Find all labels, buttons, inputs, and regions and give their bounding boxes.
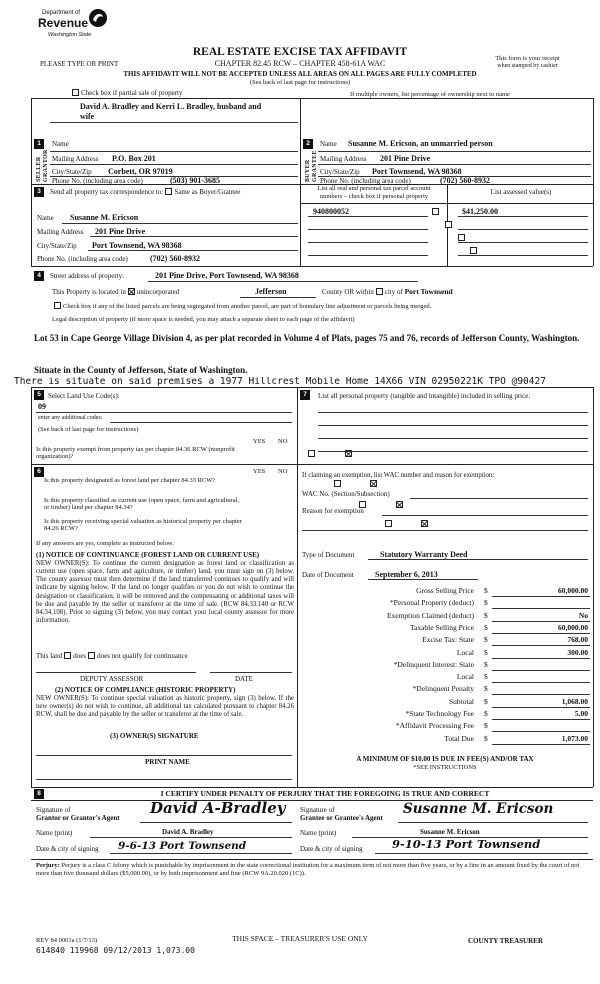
- receipt-note-1: This form is your receipt: [495, 55, 560, 62]
- forest-no-checkbox[interactable]: [370, 480, 377, 487]
- located-label: This Property is located in: [52, 288, 126, 296]
- does-qualify-checkbox[interactable]: [64, 652, 71, 659]
- form-revision: REV 84 0001a (1/7/13): [36, 937, 98, 944]
- fee-dollar-sign: $: [484, 586, 488, 595]
- fee-row: [298, 636, 592, 646]
- current-use-no-checkbox[interactable]: [396, 501, 403, 508]
- corr-mailing[interactable]: 201 Pine Drive: [95, 227, 146, 236]
- fee-dollar-sign: $: [484, 598, 488, 608]
- partial-sale-row: [70, 89, 182, 97]
- s6-no: NO: [278, 468, 288, 475]
- personal-property-label: List all personal property (tangible and intangible) included in selling price.: [318, 392, 531, 400]
- seller-mailing[interactable]: P.O. Box 201: [112, 154, 156, 163]
- continuance-row: [36, 652, 188, 660]
- parcel-personal-checkbox-2[interactable]: [445, 221, 452, 228]
- fee-underline: [492, 633, 590, 634]
- fee-dollar-sign: $: [484, 733, 488, 743]
- logo-emblem-icon: [88, 8, 108, 28]
- fee-underline: [492, 645, 590, 646]
- parcels-header-2: numbers – check box if personal property: [319, 193, 429, 200]
- segregated-note: Check box if any of the listed parcels are being segregated from another parcel, are part of boundary line adjustment or parcels being merged.: [63, 303, 432, 310]
- section-4-badge: 4: [34, 271, 44, 281]
- multiple-owners-note: If multiple owners, list percentage of ownership next to name: [350, 91, 510, 98]
- doc-type-label: Type of Document: [302, 551, 355, 559]
- grantee-date-label: Date & city of signing: [300, 845, 363, 853]
- fee-label: Excise Tax: State: [422, 635, 474, 645]
- grantor-date-label: Date & city of signing: [36, 845, 99, 853]
- fee-row: [298, 587, 592, 597]
- exempt-question: Is this property exempt from property tax per chapter 84.36 RCW (nonprofit organization)?: [36, 446, 235, 461]
- see-instructions-note: *SEE INSTRUCTIONS: [413, 764, 477, 771]
- corr-phone-label: Phone No. (including area code): [37, 255, 128, 263]
- located-row: [52, 288, 179, 296]
- fee-row: [298, 685, 592, 695]
- buyer-mailing[interactable]: 201 Pine Drive: [380, 154, 431, 163]
- notice1-body: NEW OWNER(S): To continue the current designation as forest land or classification as current use (open space, farm and agriculture, or timber) land, you must sign on (3) below. The county assessor must then determine if the land transferred continues to qualify and will indicate by signing below. If the land no longer qualifies or you do not wish to continue the designation or classification, it will be removed and the compensating or additional taxes will be due and payable by the seller or transferor at the time of sale. (RCW 84.33.140 or RCW 84.34.108). Prior to signing (3) below, you may contact your local county assessor for more information.: [36, 560, 294, 625]
- exemption-label: If claiming an exemption, list WAC number and reason for exemption:: [302, 472, 495, 479]
- fee-value[interactable]: 60,000.00: [558, 622, 588, 632]
- fee-dollar-sign: $: [484, 659, 488, 669]
- fee-underline: [492, 670, 590, 671]
- fee-label: Total Due: [444, 733, 474, 743]
- does-label: does: [73, 652, 87, 660]
- section-3-badge: 3: [34, 187, 44, 197]
- fee-label: *Affidavit Processing Fee: [395, 721, 474, 731]
- fee-dollar-sign: $: [484, 647, 488, 657]
- seller-name-label: Name: [52, 140, 69, 148]
- perjury-note: [36, 862, 591, 878]
- additional-codes-label: enter any additional codes:: [38, 415, 103, 421]
- parcel-personal-checkbox-4[interactable]: [470, 247, 477, 254]
- fee-value[interactable]: No: [578, 610, 588, 620]
- corr-city-label: City/State/Zip: [37, 242, 77, 250]
- notice2-body: NEW OWNER(S): To continue special valuation as historic property, sign (3) below. If the new owner(s) do not wish to continue, all additional tax calculated pursuant to chapter 84.26 RCW, shall be due and payable by the seller or transferor at the time of sale.: [36, 695, 294, 719]
- buyer-name-label: Name: [320, 140, 337, 148]
- doc-date-label: Date of Document: [302, 571, 354, 579]
- section-6-badge: 6: [34, 467, 44, 477]
- fee-label: Local: [456, 647, 474, 657]
- seller-name-line2[interactable]: wife: [80, 112, 95, 121]
- buyer-city-label: City/State/Zip: [320, 168, 360, 176]
- same-as-buyer-checkbox[interactable]: [165, 188, 172, 195]
- print-name-label: PRINT NAME: [145, 758, 190, 766]
- buyer-phone-label: Phone No. (including area code): [320, 177, 411, 185]
- assessor-date-label: DATE: [235, 675, 253, 683]
- correspondence-label: Send all property tax correspondence to:: [50, 188, 164, 196]
- fee-value[interactable]: 1,073.00: [561, 733, 588, 743]
- fee-dollar-sign: $: [484, 721, 488, 731]
- grantor-name-label: Name (print): [36, 829, 73, 837]
- typed-mobile-home-line[interactable]: There is situate on said premises a 1977 Hillcrest Mobile Home 14X66 VIN 02950221K TPO @90427: [14, 377, 546, 387]
- fee-label: Subtotal: [448, 696, 474, 706]
- complete-note: If any answers are yes, complete as instructed below.: [36, 540, 174, 547]
- same-as-buyer-label: Same as Buyer/Grantee: [174, 188, 241, 196]
- fee-label: *Delinquent Interest: State: [393, 659, 474, 669]
- instructions-note: (See back of last page for instructions): [249, 79, 351, 86]
- grantee-name[interactable]: Susanne M. Ericson: [420, 828, 480, 836]
- fee-dollar-sign: $: [484, 709, 488, 718]
- fee-label: Taxable Selling Price: [409, 622, 474, 632]
- does-not-label: does not qualify for continuance: [97, 652, 188, 660]
- unincorporated-label: unincorporated: [136, 288, 180, 296]
- wac-label: WAC No. (Section/Subsection): [302, 490, 390, 498]
- seller-phone[interactable]: (503) 901-3685: [170, 176, 220, 185]
- fee-label: Exemption Claimed (deduct): [386, 610, 474, 620]
- deputy-assessor-label: DEPUTY ASSESSOR: [80, 675, 144, 683]
- fee-dollar-sign: $: [484, 672, 488, 682]
- fee-underline: [492, 707, 590, 708]
- historic-yes-checkbox[interactable]: [385, 520, 392, 527]
- exempt-yes-checkbox[interactable]: [308, 450, 315, 457]
- section-5-badge: 5: [34, 390, 44, 400]
- fee-value[interactable]: 1,068.00: [561, 696, 588, 706]
- fee-label: Local: [456, 672, 474, 682]
- legal-description-1[interactable]: Lot 53 in Cape George Village Division 4, as per plat recorded in Volume 4 of Plats, pages 75 and 76, records of Jefferson County, Washington.: [34, 333, 580, 343]
- unincorporated-checkbox[interactable]: [128, 288, 135, 295]
- corr-phone[interactable]: (702) 560-8932: [150, 254, 200, 263]
- fee-underline: [492, 694, 590, 695]
- city-label: city of: [384, 288, 403, 296]
- seller-city-label: City/State/Zip: [52, 168, 92, 176]
- corr-mailing-label: Mailing Address: [37, 228, 84, 236]
- grantee-sig-label-2: Grantee or Grantee's Agent: [300, 814, 383, 822]
- buyer-phone[interactable]: (702) 560-8932: [440, 176, 490, 185]
- logo-line1: Department of: [42, 10, 81, 16]
- fee-row: [298, 673, 592, 683]
- fee-dollar-sign: $: [484, 610, 488, 620]
- section-8-badge: 8: [34, 789, 44, 799]
- fee-row: [298, 649, 592, 659]
- grantor-sig-label-2: Grantor or Grantor's Agent: [36, 814, 120, 822]
- fee-value[interactable]: 768.00: [567, 635, 588, 645]
- city-row: [322, 288, 453, 297]
- fee-row: [298, 735, 592, 745]
- s6-yes: YES: [253, 468, 266, 475]
- buyer-mailing-label: Mailing Address: [320, 155, 367, 163]
- forest-question: Is this property designated as forest land per chapter 84.33 RCW?: [44, 477, 216, 484]
- receipt-note-2: when stamped by cashier: [497, 63, 558, 69]
- legal-label: Legal description of property (if more space is needed, you may attach a separate sheet to each page of the affidavit): [52, 316, 355, 323]
- partial-sale-label: Check box if partial sale of property: [81, 89, 183, 97]
- certify-statement: I CERTIFY UNDER PENALTY OF PERJURY THAT THE FOREGOING IS TRUE AND CORRECT: [160, 789, 490, 798]
- correspondence-row: [50, 188, 240, 196]
- fee-underline: [492, 744, 590, 745]
- fee-label: *State Technology Fee: [405, 709, 474, 718]
- land-use-no: NO: [278, 438, 288, 445]
- fee-underline: [492, 621, 590, 622]
- grantor-date[interactable]: 9-6-13 Port Townsend: [118, 840, 247, 852]
- fee-underline: [492, 731, 590, 732]
- section-2-badge: 2: [303, 139, 313, 149]
- current-use-question: Is this property classified as current use (open space, farm and agricultural, or timber) land per chapter 84.34?: [44, 497, 240, 512]
- print-note: PLEASE TYPE OR PRINT: [40, 60, 119, 68]
- notice1-title: (1) NOTICE OF CONTINUANCE (FOREST LAND OR CURRENT USE): [36, 551, 260, 559]
- fee-value[interactable]: 60,000.00: [558, 586, 588, 595]
- reason-label: Reason for exemption: [302, 507, 364, 515]
- parcel-personal-checkbox-3[interactable]: [458, 234, 465, 241]
- seller-phone-label: Phone No. (including area code): [52, 177, 143, 185]
- historic-question: Is this property receiving special valuation as historical property per chapter 84.26 RCW?: [44, 518, 242, 533]
- county-treasurer: COUNTY TREASURER: [468, 937, 543, 945]
- fee-underline: [492, 682, 590, 683]
- fee-row: [298, 599, 592, 609]
- fee-row: [298, 710, 592, 720]
- fee-dollar-sign: $: [484, 622, 488, 632]
- land-use-yes: YES: [253, 438, 266, 445]
- county-name[interactable]: Jefferson: [255, 287, 287, 296]
- street-address[interactable]: 201 Pine Drive, Port Townsend, WA 98368: [155, 271, 299, 280]
- buyer-side-label: BUYER GRANTEE: [305, 150, 318, 182]
- grantee-date[interactable]: 9-10-13 Port Townsend: [392, 837, 541, 851]
- segregated-checkbox[interactable]: [54, 302, 61, 309]
- seller-city[interactable]: Corbett, OR 97019: [108, 167, 173, 176]
- street-label: Street address of property:: [50, 272, 125, 280]
- parcel-account[interactable]: 940800052: [313, 207, 349, 216]
- corr-name-label: Name: [37, 214, 54, 222]
- partial-sale-checkbox[interactable]: [72, 89, 79, 96]
- fee-label: *Personal Property (deduct): [389, 598, 474, 608]
- fee-label: *Delinquent Penalty: [412, 684, 474, 694]
- fee-underline: [492, 719, 590, 720]
- corr-name[interactable]: Susanne M. Ericson: [70, 213, 139, 222]
- grantor-name[interactable]: David A. Bradley: [162, 828, 214, 836]
- grantor-sig-label-1: Signature of: [36, 806, 71, 814]
- city-checkbox[interactable]: [376, 288, 383, 295]
- county-label: County OR within: [322, 288, 374, 296]
- minimum-note: A MINIMUM OF $10.00 IS DUE IN FEE(S) AND/OR TAX: [356, 755, 534, 763]
- section-1-badge: 1: [34, 139, 44, 149]
- grantee-name-label: Name (print): [300, 829, 337, 837]
- notice2-title: (2) NOTICE OF COMPLIANCE (HISTORIC PROPERTY): [55, 686, 236, 694]
- form-title: REAL ESTATE EXCISE TAX AFFIDAVIT: [192, 46, 408, 58]
- parcels-header-1: List all real and personal tax parcel account: [317, 185, 431, 192]
- forest-yes-checkbox[interactable]: [334, 480, 341, 487]
- buyer-name[interactable]: Susanne M. Ericson, an unmarried person: [348, 139, 493, 148]
- doc-type[interactable]: Statutory Warranty Deed: [380, 550, 468, 559]
- fee-row: [298, 661, 592, 671]
- perjury-text: Perjury is a class C felony which is punishable by imprisonment in the state correctional institution for a maximum term of not more than five years, or by a fine in an amount fixed by the court of not more than five thousand dollars ($5,000.00), or by both imprisonment and fine (RCW 9A.20.020 (1C)).: [36, 862, 580, 878]
- fee-row: [298, 612, 592, 622]
- grantor-signature[interactable]: David A-Bradley: [150, 799, 286, 817]
- logo-line3: Washington State: [48, 32, 92, 38]
- does-not-qualify-checkbox[interactable]: [88, 652, 95, 659]
- city-name[interactable]: Port Townsend: [404, 287, 453, 296]
- fee-value[interactable]: 300.00: [567, 647, 588, 657]
- fee-row: [298, 624, 592, 634]
- fee-underline: [492, 658, 590, 659]
- buyer-city[interactable]: Port Townsend, WA 98368: [372, 167, 462, 176]
- grantee-sig-label-1: Signature of: [300, 806, 335, 814]
- fee-dollar-sign: $: [484, 684, 488, 694]
- fee-dollar-sign: $: [484, 696, 488, 706]
- segregated-row: [52, 302, 431, 310]
- treasurer-space: THIS SPACE – TREASURER'S USE ONLY: [232, 934, 368, 943]
- seller-side-label: SELLER GRANTOR: [36, 149, 49, 182]
- historic-no-checkbox[interactable]: [421, 520, 428, 527]
- logo-line2: Revenue: [38, 16, 89, 30]
- grantee-signature[interactable]: Susanne M. Ericson: [403, 801, 554, 817]
- parcel-personal-checkbox-1[interactable]: [432, 208, 439, 215]
- seller-mailing-label: Mailing Address: [52, 155, 99, 163]
- fee-row: [298, 722, 592, 732]
- land-use-code[interactable]: 09: [38, 402, 46, 411]
- seller-name-line1[interactable]: David A. Bradley and Kerri L. Bradley, husband and: [80, 102, 262, 111]
- owner-signature-label: (3) OWNER(S) SIGNATURE: [110, 732, 199, 740]
- legal-description-2[interactable]: Situate in the County of Jefferson, State of Washington.: [34, 365, 248, 375]
- fee-underline: [492, 608, 590, 609]
- corr-city[interactable]: Port Townsend, WA 98368: [92, 241, 182, 250]
- assessed-header: List assessed value(s): [490, 188, 552, 196]
- doc-date[interactable]: September 6, 2013: [375, 570, 438, 579]
- fee-underline: [492, 596, 590, 597]
- land-use-label: Select Land Use Code(s):: [48, 392, 120, 400]
- form-chapter: CHAPTER 82.45 RCW – CHAPTER 458-61A WAC: [214, 59, 386, 68]
- fee-value[interactable]: 5.00: [574, 709, 588, 718]
- fee-row: [298, 698, 592, 708]
- section-7-badge: 7: [300, 390, 310, 400]
- perjury-label: Perjury:: [36, 862, 60, 869]
- form-warning: THIS AFFIDAVIT WILL NOT BE ACCEPTED UNLESS ALL AREAS ON ALL PAGES ARE FULLY COMPLETED: [123, 70, 477, 78]
- dor-logo: [38, 8, 108, 42]
- fee-dollar-sign: $: [484, 635, 488, 645]
- parcel-value[interactable]: $41,250.00: [462, 207, 498, 216]
- land-label: This land: [36, 652, 63, 660]
- cashier-stamp: 614840 119968 09/12/2013 1,073.00: [36, 946, 195, 955]
- land-use-see-back: (See back of last page for instructions): [38, 426, 139, 433]
- fee-label: Gross Selling Price: [416, 586, 474, 595]
